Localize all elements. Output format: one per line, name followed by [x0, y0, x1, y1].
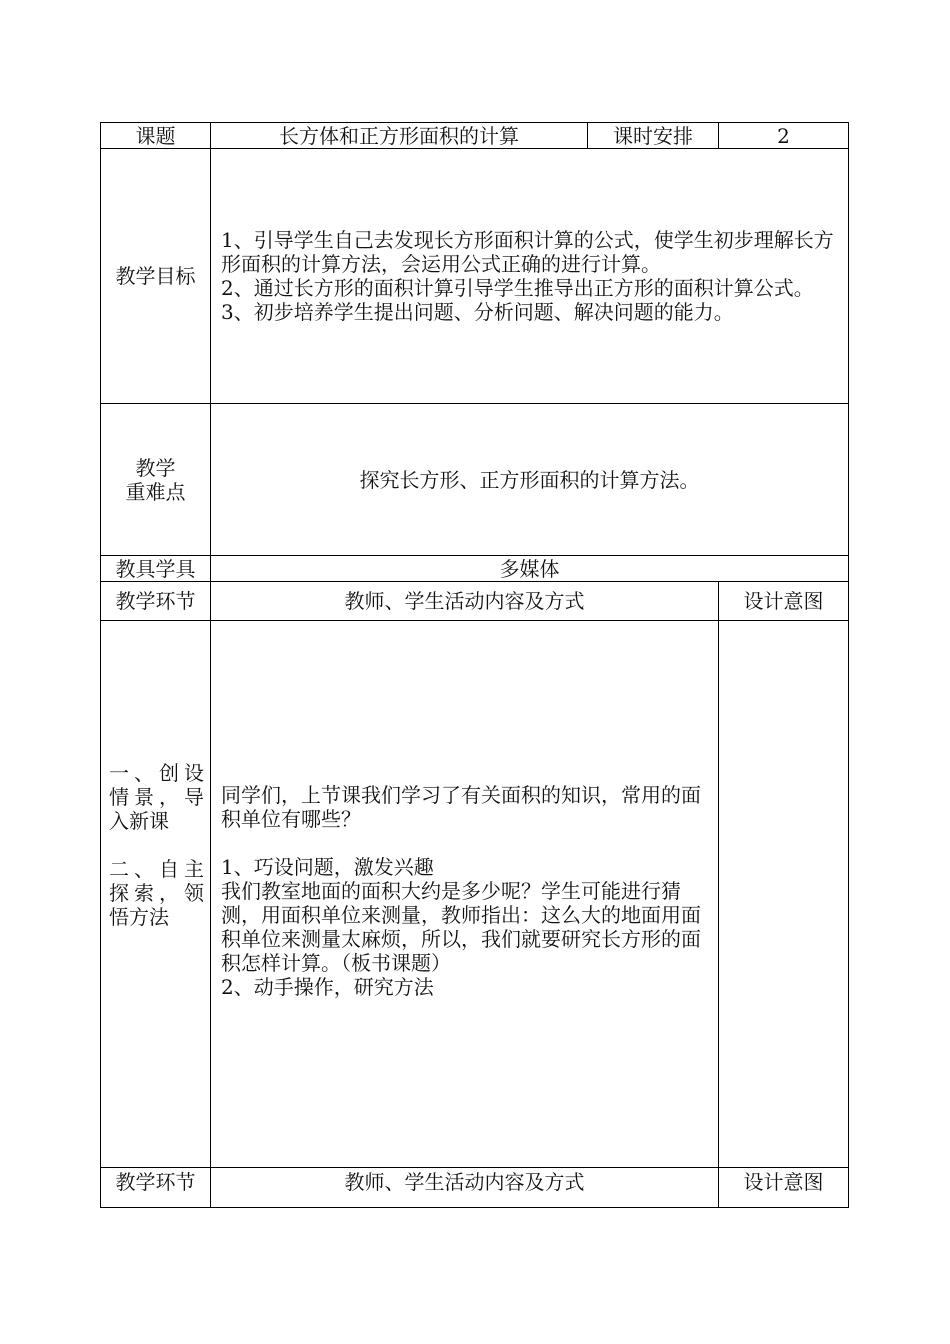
- key-points-label-line2: 重难点: [125, 479, 186, 504]
- footer-content: 教师、学生活动内容及方式: [211, 1168, 719, 1208]
- key-points-row: [101, 404, 849, 556]
- header-intent: 设计意图: [719, 582, 849, 621]
- topic-row: [101, 123, 849, 149]
- footer-intent: 设计意图: [719, 1168, 849, 1208]
- intent-cell: [719, 621, 849, 1168]
- goals-row: [101, 149, 849, 404]
- footer-stage: 教学环节: [101, 1168, 211, 1208]
- goal-item-3: 3、初步培养学生提出问题、分析问题、解决问题的能力。: [221, 300, 734, 324]
- tools-value: 多媒体: [211, 556, 849, 582]
- topic-label: 课题: [101, 123, 211, 149]
- step1-title: 1、巧设问题，激发兴趣: [221, 855, 434, 879]
- goal-item-1: 1、引导学生自己去发现长方形面积计算的公式，使学生初步理解长方形面积的计算方法，会运用公式正确的进行计算。: [221, 228, 834, 276]
- goals-content: [211, 149, 849, 404]
- section-footer-row: [101, 1168, 849, 1208]
- schedule-label: 课时安排: [588, 123, 719, 149]
- stage-cell: [101, 621, 211, 1168]
- topic-value: 长方体和正方形面积的计算: [211, 123, 588, 149]
- tools-row: [101, 556, 849, 582]
- header-stage: 教学环节: [101, 582, 211, 621]
- key-points-label: [101, 404, 211, 556]
- schedule-value: 2: [719, 123, 849, 149]
- step2-title: 2、动手操作，研究方法: [221, 975, 434, 999]
- section-header-row: [101, 582, 849, 621]
- lesson-plan-table: [100, 122, 849, 1208]
- goal-item-2: 2、通过长方形的面积计算引导学生推导出正方形的面积计算公式。: [221, 276, 814, 300]
- key-points-label-line1: 教学: [135, 455, 176, 480]
- activity-row: [101, 621, 849, 1168]
- tools-label: 教具学具: [101, 556, 211, 582]
- header-content: 教师、学生活动内容及方式: [211, 582, 719, 621]
- activity-content: [211, 621, 719, 1168]
- stage-2: 二、自主探索，领悟方法: [109, 857, 204, 929]
- key-points-value: 探究长方形、正方形面积的计算方法。: [211, 404, 849, 556]
- step1-text: 我们教室地面的面积大约是多少呢？学生可能进行猜测，用面积单位来测量，教师指出：这么大的地面用面积单位来测量太麻烦，所以，我们就要研究长方形的面积怎样计算。（板书课题）: [221, 879, 701, 975]
- stage-1: 一、创设情景，导入新课: [109, 761, 204, 833]
- intro-text: 同学们，上节课我们学习了有关面积的知识，常用的面积单位有哪些？: [221, 783, 701, 831]
- goals-label: 教学目标: [101, 149, 211, 404]
